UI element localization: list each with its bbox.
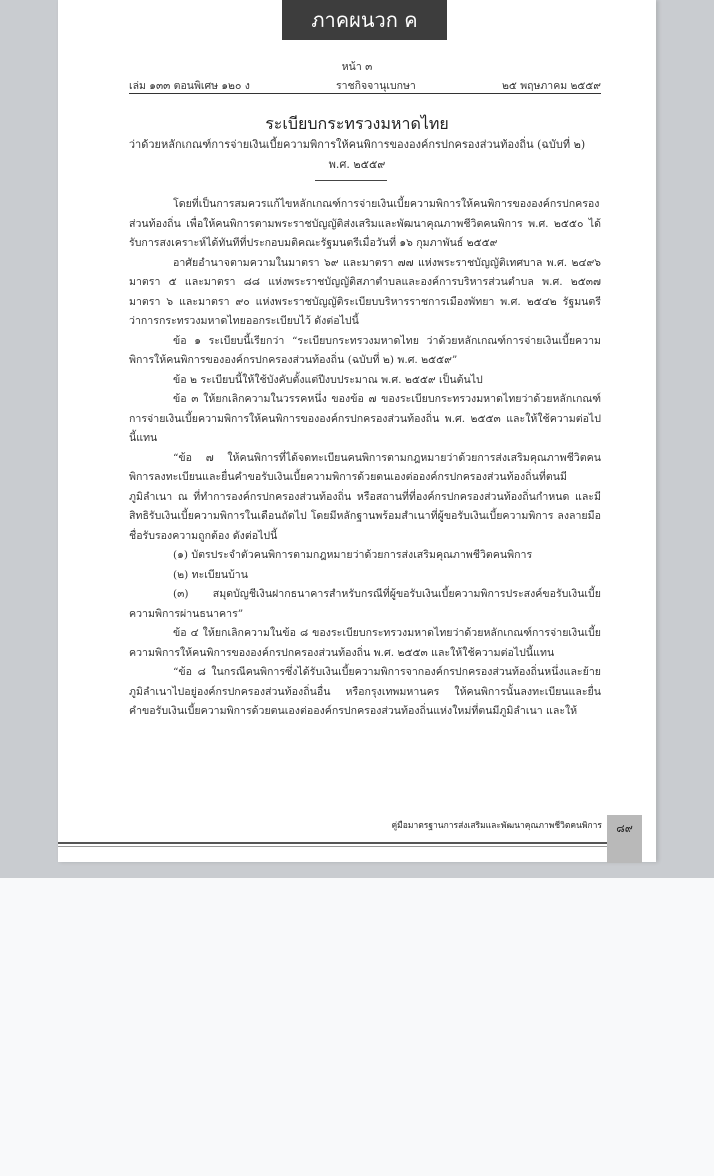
list-item-2: (๒) ทะเบียนบ้าน: [173, 568, 248, 581]
gazette-header: [129, 77, 601, 94]
document-subtitle: [98, 135, 616, 175]
paragraph-preamble: โดยที่เป็นการสมควรแก้ไขหลักเกณฑ์การจ่ายเงินเบี้ยความพิการให้คนพิการขององค์กรปกครองส่วนท้องถิ่น เพื่อให้คนพิการตามพระราชบัญญัติส่งเสริมและพัฒนาคุณภาพชีวิตคนพิการ พ.ศ. ๒๕๕๐ ได้รับการสงเคราะห์ได้ทันทีที่ประกอบมติคณะรัฐมนตรีเมื่อวันที่ ๑๖ กุมภาพันธ์ ๒๕๕๙: [129, 198, 601, 249]
paragraph-clause-8: “ข้อ ๘ ในกรณีคนพิการซึ่งได้รับเงินเบี้ยความพิการจากองค์กรปกครองส่วนท้องถิ่นหนึ่งและย้ายภูมิลำเนาไปอยู่องค์กรปกครองส่วนท้องถิ่นอื่น หรือกรุงเทพมหานคร ให้คนพิการนั้นลงทะเบียนและยื่นคำขอรับเงินเบี้ยความพิการด้วยตนเองต่อองค์กรปกครองส่วนท้องถิ่นแห่งใหม่ที่ตนมีภูมิลำเนา และให้: [129, 666, 601, 717]
document-body: [129, 195, 601, 722]
document-subtitle-text: ว่าด้วยหลักเกณฑ์การจ่ายเงินเบี้ยความพิการให้คนพิการขององค์กรปกครองส่วนท้องถิ่น (ฉบับที่ ๒): [128, 138, 586, 151]
footer-page-number: ๘๙: [607, 815, 642, 863]
paragraph-clause-1: ข้อ ๑ ระเบียบนี้เรียกว่า “ระเบียบกระทรวงมหาดไทย ว่าด้วยหลักเกณฑ์การจ่ายเงินเบี้ยความพิการให้คนพิการขององค์กรปกครองส่วนท้องถิ่น (ฉบับที่ ๒) พ.ศ. ๒๕๕๙”: [129, 334, 601, 366]
footer-rule: [58, 842, 607, 844]
paragraph-clause-4: ข้อ ๔ ให้ยกเลิกความในข้อ ๘ ของระเบียบกระทรวงมหาดไทยว่าด้วยหลักเกณฑ์การจ่ายเงินเบี้ยความพิการให้คนพิการขององค์กรปกครองส่วนท้องถิ่น พ.ศ. ๒๕๕๓ และให้ใช้ความต่อไปนี้แทน: [129, 627, 601, 659]
list-item-1: (๑) บัตรประจำตัวคนพิการตามกฎหมายว่าด้วยการส่งเสริมคุณภาพชีวิตคนพิการ: [173, 549, 533, 561]
paragraph-authority: อาศัยอำนาจตามความในมาตรา ๖๙ และมาตรา ๗๗ แห่งพระราชบัญญัติเทศบาล พ.ศ. ๒๔๙๖ มาตรา ๕ และมาตรา ๘๘ แห่งพระราชบัญญัติสภาตำบลและองค์การบริหารส่วนตำบล พ.ศ. ๒๕๓๗ มาตรา ๖ และมาตรา ๙๐ แห่งพระราชบัญญัติระเบียบบริหารราชการเมืองพัทยา พ.ศ. ๒๕๔๒ รัฐมนตรีว่าการกระทรวงมหาดไทยออกระเบียบไว้ ดังต่อไปนี้: [129, 256, 601, 327]
list-item-3: (๓) สมุดบัญชีเงินฝากธนาคารสำหรับกรณีที่ผู้ขอรับเงินเบี้ยความพิการประสงค์ขอรับเงินเบี้ยความพิการผ่านธนาคาร”: [129, 588, 601, 620]
appendix-tab: ภาคผนวก ค: [282, 0, 447, 40]
paragraph-clause-7: “ข้อ ๗ ให้คนพิการที่ได้จดทะเบียนคนพิการตามกฎหมายว่าด้วยการส่งเสริมคุณภาพชีวิตคนพิการลงทะเบียนและยื่นคำขอรับเงินเบี้ยความพิการด้วยตนเองต่อองค์กรปกครองส่วนท้องถิ่นที่ตนมีภูมิลำเนา ณ ที่ทำการองค์กรปกครองส่วนท้องถิ่น หรือสถานที่ที่องค์กรปกครองส่วนท้องถิ่นกำหนด และมีสิทธิรับเงินเบี้ยความพิการในเดือนถัดไป โดยมีหลักฐานพร้อมสำเนาที่ผู้ขอรับเงินเบี้ยความพิการ ลงลายมือชื่อรับรองความถูกต้อง ดังต่อไปนี้: [129, 451, 601, 542]
paragraph-clause-2: ข้อ ๒ ระเบียบนี้ให้ใช้บังคับตั้งแต่ปีงบประมาณ พ.ศ. ๒๕๕๙ เป็นต้นไป: [173, 373, 483, 386]
gazette-volume: เล่ม ๑๓๓ ตอนพิเศษ ๑๒๐ ง: [129, 80, 250, 92]
gazette-publication: ราชกิจจานุเบกษา: [336, 80, 416, 92]
gazette-date: ๒๕ พฤษภาคม ๒๕๕๙: [501, 80, 601, 92]
paragraph-clause-3: ข้อ ๓ ให้ยกเลิกความในวรรคหนึ่ง ของข้อ ๗ ของระเบียบกระทรวงมหาดไทยว่าด้วยหลักเกณฑ์การจ่ายเงินเบี้ยความพิการให้คนพิการขององค์กรปกครองส่วนท้องถิ่น พ.ศ. ๒๕๕๓ และให้ใช้ความต่อไปนี้แทน: [129, 393, 601, 444]
document-title: ระเบียบกระทรวงมหาดไทย: [265, 114, 449, 133]
document-year: พ.ศ. ๒๕๕๙: [328, 158, 386, 171]
title-divider: [315, 180, 387, 181]
footer-rule-thin: [58, 846, 607, 847]
gazette-rule: [129, 93, 601, 94]
document-page: [58, 0, 656, 862]
gazette-page-label: หน้า ๓: [341, 61, 373, 73]
footer-manual-title: คู่มือมาตรฐานการส่งเสริมและพัฒนาคุณภาพชีวิตคนพิการ: [391, 821, 602, 831]
